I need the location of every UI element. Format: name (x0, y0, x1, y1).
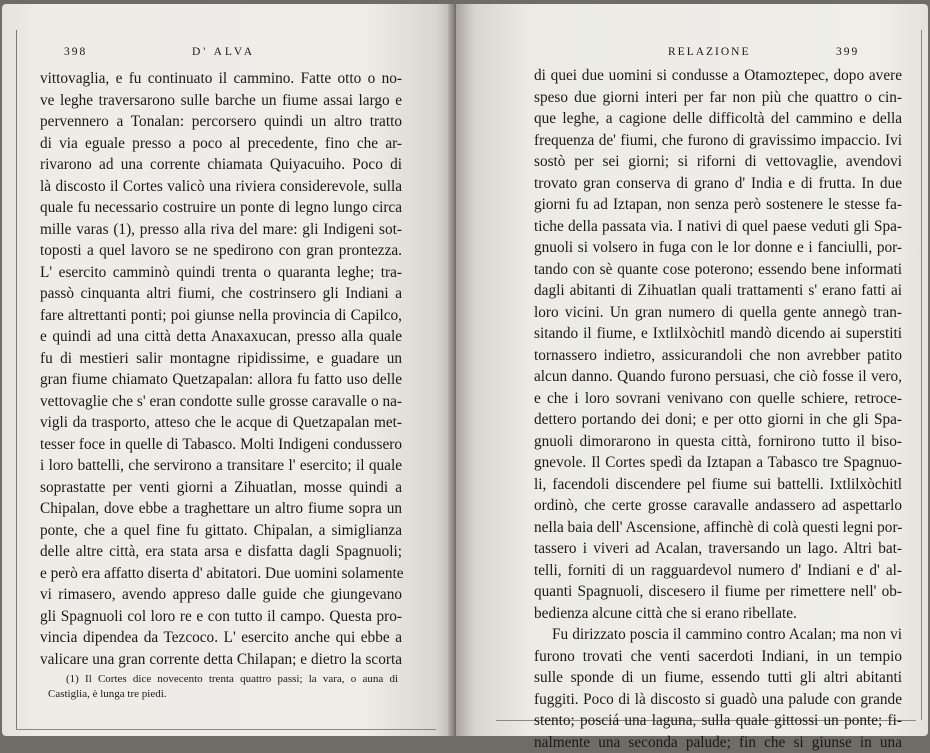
text-line: quale fu necessario costruire un ponte di legno lungo circa (40, 197, 402, 219)
text-line: fuggiti. Poco di là discosto si guadò una palude con grande (534, 689, 902, 711)
text-line: ponte, che a quel fine fu gittato. Chipalan, a simiglianza (40, 520, 402, 542)
text-line: ordinò, che certe grosse caravalle andassero ad aspettarlo (534, 495, 902, 517)
text-line: tando con sè quante cose poterono; essendo bene informati (534, 259, 902, 281)
text-line: nalmente una seconda palude; fin che si giunse in una (534, 732, 902, 753)
text-line: sitando il fiume, e Ixtlilxòchitl mandò dicendo ai superstiti (534, 323, 902, 345)
text-line: trovato gran conserva di grano d' India e di frutta. In due (534, 173, 902, 195)
text-line: giorni fu ad Iztapan, non senza però sostenere le stesse fa- (534, 194, 902, 216)
text-line: tiche della passata via. I nativi di quel paese veduti gli Spa- (534, 216, 902, 238)
text-line: rivarono ad una corrente chiamata Quiyacuiho. Poco di (40, 154, 402, 176)
right-page (456, 4, 928, 736)
text-line: gnuoli si volsero in fuga con le lor donne e i fanciulli, por- (534, 237, 902, 259)
left-page-frame-line (16, 30, 17, 730)
text-line: passò cinquanta altri fiumi, che costrinsero gli Indiani a (40, 283, 402, 305)
text-line: vincia dipendea da Tezcoco. L' esercito anche qui ebbe a (40, 627, 402, 649)
left-running-head: D' ALVA (192, 46, 255, 58)
text-line: fu di mestieri salir montagne ripidissime, e guadare un (40, 348, 402, 370)
text-line: gnevole. Il Cortes spedì da Iztapan a Tabasco tre Spagnuo- (534, 452, 902, 474)
text-line: que leghe, a cagione delle difficoltà del cammino e della (534, 108, 902, 130)
text-line: vettovaglie che s' eran condotte sulle grosse caravalle o na- (40, 391, 402, 413)
right-page-number: 399 (836, 46, 859, 58)
text-line: vittovaglia, e fu continuato il cammino. Fatte otto o no- (40, 68, 402, 90)
text-line: gnuoli dimorarono in questa città, fornirono tutto il biso- (534, 431, 902, 453)
right-running-head: RELAZIONE (668, 46, 751, 58)
text-line: e quindi ad una città detta Anaxaxucan, presso alla quale (40, 326, 402, 348)
text-line: speso due giorni interi per far non più che quattro o cin- (534, 87, 902, 109)
text-line: delle altre città, era stata arsa e disfatta dagli Spagnuoli; (40, 541, 402, 563)
text-line: L' esercito camminò quindi trenta o quaranta leghe; tra- (40, 262, 402, 284)
text-line: sulle sponde di un fiume, essendo tutti gli altri abitanti (534, 667, 902, 689)
text-line: quanti Spagnuoli, discesero il fiume per rimettere nell' ob- (534, 581, 902, 603)
text-line: tesser foce in quelle di Tabasco. Molti Indigeni condussero (40, 434, 402, 456)
text-line: toposti a quel lavoro se ne spedirono con gran prontezza. (40, 240, 402, 262)
text-line: di via eguale presso a poco al precedente, fino che ar- (40, 133, 402, 155)
left-page-number: 398 (64, 46, 87, 58)
left-page-bottom-line (16, 729, 436, 730)
text-line: Castiglia, è lunga tre piedi. (48, 687, 398, 702)
text-line: alcun danno. Quando furono persuasi, che ciò fosse il vero, (534, 366, 902, 388)
text-line: dagli abitanti di Zihuatlan quali trattamenti s' erano fatti ai (534, 280, 902, 302)
text-line: Chipalan, dove ebbe a traghettare un altro fiume sopra un (40, 498, 402, 520)
text-line: di quei due uomini si condusse a Otamoztepec, dopo avere (534, 65, 902, 87)
left-page-body-text (40, 68, 402, 670)
text-line: sostò per sei giorni; si riforni di vettovaglie, avendovi (534, 151, 902, 173)
text-line: telli, forniti di un ragguardevol numero d' Indiani e d' al- (534, 560, 902, 582)
text-line: Fu dirizzato poscia il cammino contro Acalan; ma non vi (534, 624, 902, 646)
text-line: loro vicini. Un gran numero di quella gente annegò tran- (534, 302, 902, 324)
text-line: e che i loro sovrani venivano con quelle schiere, retroce- (534, 388, 902, 410)
text-line: bedienza alcune città che si erano ribellate. (534, 603, 902, 625)
text-line: nella baia dell' Ascensione, affinchè di colà questi legni por- (534, 517, 902, 539)
text-line: pervennero a Tonalan: percorsero quindi un altro tratto (40, 111, 402, 133)
text-line: dettero portando dei doni; e per otto giorni in che gli Spa- (534, 409, 902, 431)
left-page-footnote (48, 672, 398, 702)
text-line: soprastatte per venti giorni a Zihuatlan, mosse quindi a (40, 477, 402, 499)
text-line: mille varas (1), presso alla riva del mare: gli Indigeni sot- (40, 219, 402, 241)
text-line: là discosto il Cortes valicò una riviera considerevole, sulla (40, 176, 402, 198)
text-line: furono trovati che venti sacerdoti Indiani, in un tempio (534, 646, 902, 668)
text-line: (1) Il Cortes dice novecento trenta quattro passi; la vara, o auna di (48, 672, 398, 687)
text-line: stento; posciá una laguna, sulla quale gittossi un ponte; fi- (534, 710, 902, 732)
text-line: li, facendoli discendere pel fiume sui battelli. Ixtlilxòchitl (534, 474, 902, 496)
text-line: vi rimasero, avendo appreso dalle guide che giungevano (40, 584, 402, 606)
text-line: gran fiume chiamato Quetzapalan: allora fu fatto uso delle (40, 369, 402, 391)
left-page (2, 4, 454, 736)
text-line: frequenza de' fiumi, che furono di gravissimo impaccio. Ivi (534, 130, 902, 152)
text-line: vigli da trasporto, atteso che le acque di Quetzapalan met- (40, 412, 402, 434)
text-line: i loro battelli, che servirono a transitare l' esercito; il quale (40, 455, 402, 477)
text-line: tornassero indietro, assicurandoli che non avrebber patito (534, 345, 902, 367)
right-page-body-text (534, 65, 902, 753)
right-page-frame-line (921, 30, 922, 720)
text-line: ve leghe traversarono sulle barche un fiume assai largo e (40, 90, 402, 112)
text-line: e però era affatto diserta d' abitatori. Due uomini solamente (40, 563, 402, 585)
text-line: fare altrettanti ponti; poi giunse nella provincia di Capilco, (40, 305, 402, 327)
text-line: tassero i viveri ad Acalan, traversando un lago. Altri bat- (534, 538, 902, 560)
text-line: gli Spagnuoli col loro re e con tutto il campo. Questa pro- (40, 606, 402, 628)
text-line: valicare una gran corrente detta Chilapan; e dietro la scorta (40, 649, 402, 671)
